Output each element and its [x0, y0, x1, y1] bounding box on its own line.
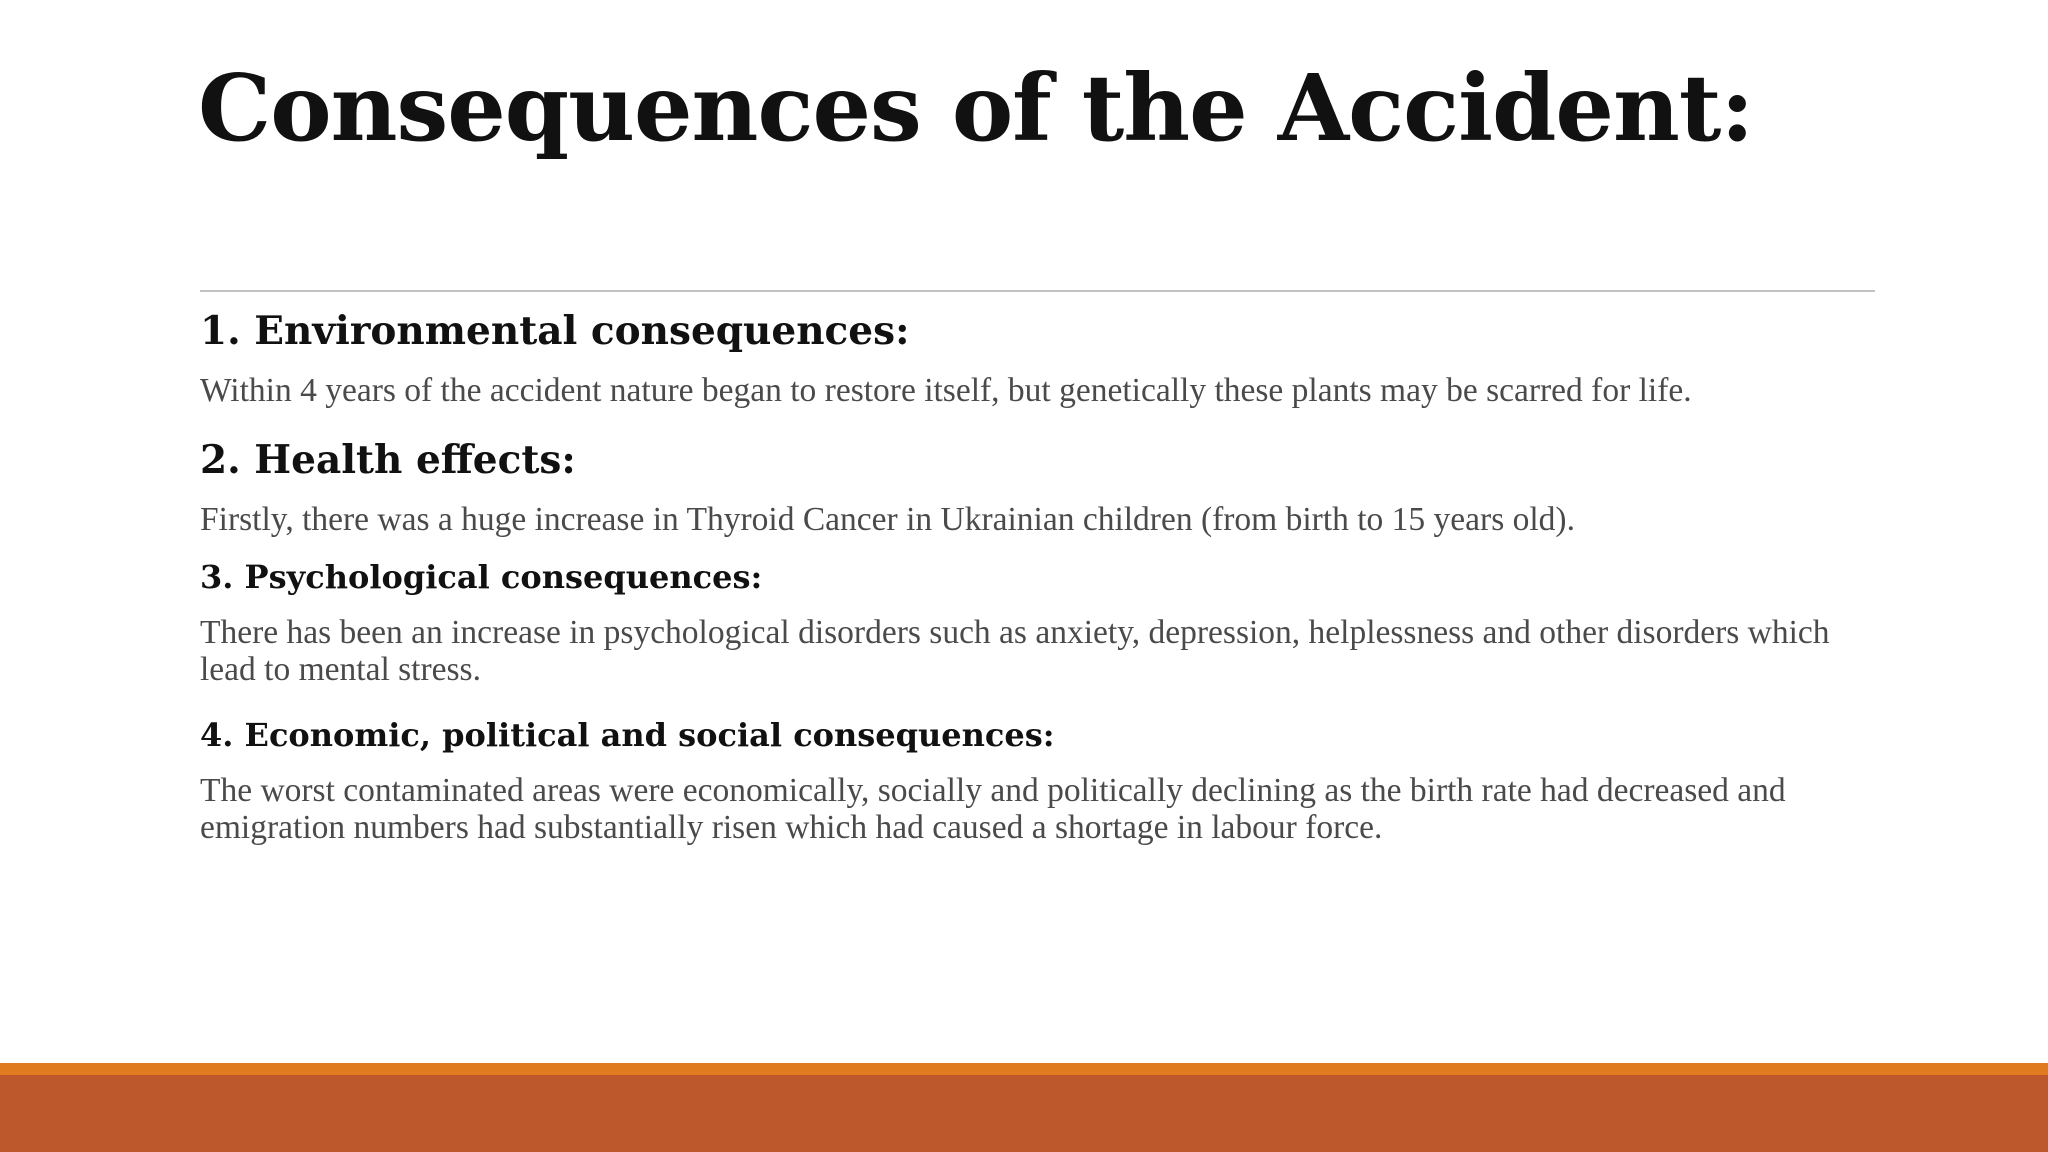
slide-body: [200, 306, 1890, 846]
section-heading-environmental: 1. Environmental consequences:: [200, 308, 910, 354]
section-heading-psychological: 3. Psychological consequences:: [200, 558, 763, 596]
section-heading-health: 2. Health effects:: [200, 437, 576, 483]
section-text-psychological: There has been an increase in psychological disorders such as anxiety, depression, helplessness and other disorders which lead to mental stress.: [200, 614, 1830, 688]
section-text-economic: The worst contaminated areas were economically, socially and politically declining as the birth rate had decreased and emigration numbers had substantially risen which had caused a shortage in labour force.: [200, 772, 1786, 846]
footer-accent-stripe: [0, 1063, 2048, 1075]
slide-title: Consequences of the Accident:: [198, 54, 1754, 162]
section-text-health: Firstly, there was a huge increase in Thyroid Cancer in Ukrainian children (from birth to 15 years old).: [200, 501, 1575, 538]
section-heading-economic: 4. Economic, political and social consequences:: [200, 716, 1055, 754]
footer-band: [0, 1075, 2048, 1152]
section-text-environmental: Within 4 years of the accident nature began to restore itself, but genetically these plants may be scarred for life.: [200, 372, 1692, 409]
title-divider: [200, 290, 1875, 292]
